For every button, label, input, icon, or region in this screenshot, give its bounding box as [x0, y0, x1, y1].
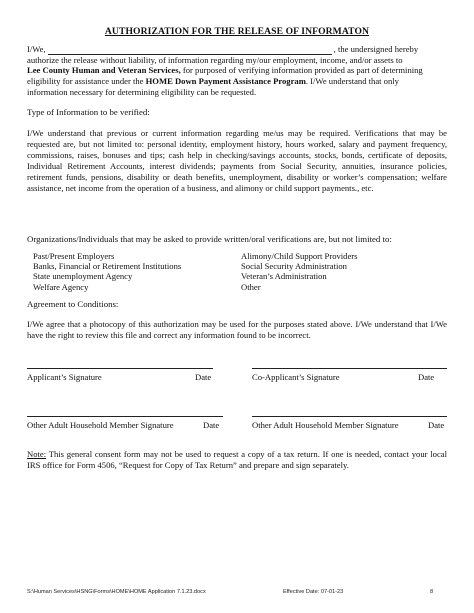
- applicant-signature-label: Applicant’s Signature: [27, 372, 102, 382]
- applicant-signature-line[interactable]: [27, 368, 213, 369]
- intro-line-1-tail-text: , the undersigned hereby: [333, 44, 419, 54]
- intro-line-4-a: eligibility for assistance under the: [27, 76, 146, 87]
- household-member-signature-label-2: Other Adult Household Member Signature: [252, 420, 399, 430]
- orgs-left-column: [33, 251, 181, 292]
- coapplicant-signature-line[interactable]: [252, 368, 447, 369]
- program-name: HOME Down Payment Assistance Program: [145, 76, 306, 87]
- org-name: Lee County Human and Veteran Services,: [27, 65, 181, 76]
- note-body: This general consent form may not be used to request a copy of a tax return. If one is needed, contact your local IRS office for Form 4506, “Request for Copy of Tax Return” and prepare and sign separately.: [27, 449, 447, 470]
- footer-page-number: 8: [430, 589, 434, 595]
- footer-file-path: S:\Human Services\HSNG\Forms\HOME\HOME Application 7.1.23.docx: [27, 589, 206, 595]
- type-body: I/We understand that previous or current information regarding me/us may be required. Verifications that may be requested are, but not limited to: personal identity, employment history, hours worked, salary and payment frequency, commissions, raises, bonuses and tips; cash help in checking/savings accounts, stocks, bonds, certificate of deposits, Individual Retirement Accounts, interest dividends; payments from Social Security, annuities, insurance policies, retirement funds, pensions, disability or death benefits, unemployment, disability or worker’s compensation; welfare assistance, net income from the operation of a business, and alimony or child support payments., etc.: [27, 128, 447, 193]
- intro-line-3: [27, 65, 447, 76]
- household-member-signature-line-1[interactable]: [27, 416, 223, 417]
- intro-line-5: information necessary for determining eligibility can be requested.: [27, 86, 257, 97]
- household-member-date-label-2: Date: [428, 420, 445, 430]
- form-title: AUTHORIZATION FOR THE RELEASE OF INFORMATON: [104, 26, 370, 37]
- note-label: Note:: [27, 449, 47, 459]
- intro-line-4: [27, 76, 447, 87]
- intro-line-2: authorize the release without liability, of information regarding my/our employment, income, and/or assets to: [27, 54, 403, 65]
- applicant-date-label: Date: [195, 372, 212, 382]
- household-member-signature-label-1: Other Adult Household Member Signature: [27, 420, 174, 430]
- iwe-label: I/We,: [27, 44, 46, 54]
- org-item: Banks, Financial or Retirement Institutions: [33, 261, 182, 272]
- agreement-heading: Agreement to Conditions:: [27, 299, 119, 309]
- intro-paragraph: [27, 44, 447, 98]
- name-blank-field[interactable]: [48, 45, 332, 55]
- coapplicant-signature-label: Co-Applicant’s Signature: [252, 372, 340, 382]
- orgs-right-column: [241, 251, 358, 292]
- org-item: Veteran’s Administration: [241, 271, 327, 282]
- household-member-signature-line-2[interactable]: [252, 416, 447, 417]
- orgs-heading: Organizations/Individuals that may be asked to provide written/oral verifications are, but not limited to:: [27, 234, 392, 244]
- org-item: Welfare Agency: [33, 281, 89, 292]
- type-heading: Type of Information to be verified:: [27, 107, 150, 117]
- org-item: Social Security Administration: [241, 261, 347, 272]
- intro-line-4-b: . I/We understand that only: [305, 76, 399, 87]
- org-item: State unemployment Agency: [33, 271, 133, 282]
- agreement-body: I/We agree that a photocopy of this authorization may be used for the purposes stated above. I/We understand that I/We have the right to review this file and correct any information found to be incorrect.: [27, 319, 447, 340]
- intro-line-3-text: for purposed of verifying information provided as part of determining: [180, 65, 423, 76]
- org-item: Past/Present Employers: [33, 251, 115, 261]
- intro-line-1-tail: [334, 44, 447, 55]
- coapplicant-date-label: Date: [418, 372, 435, 382]
- org-item: Other: [241, 281, 261, 292]
- footer-effective-date: Effective Date: 07-01-23: [283, 589, 344, 595]
- org-item: Alimony/Child Support Providers: [241, 251, 358, 261]
- note-paragraph: [27, 449, 447, 470]
- household-member-date-label-1: Date: [203, 420, 220, 430]
- intro-line-1: [27, 44, 447, 55]
